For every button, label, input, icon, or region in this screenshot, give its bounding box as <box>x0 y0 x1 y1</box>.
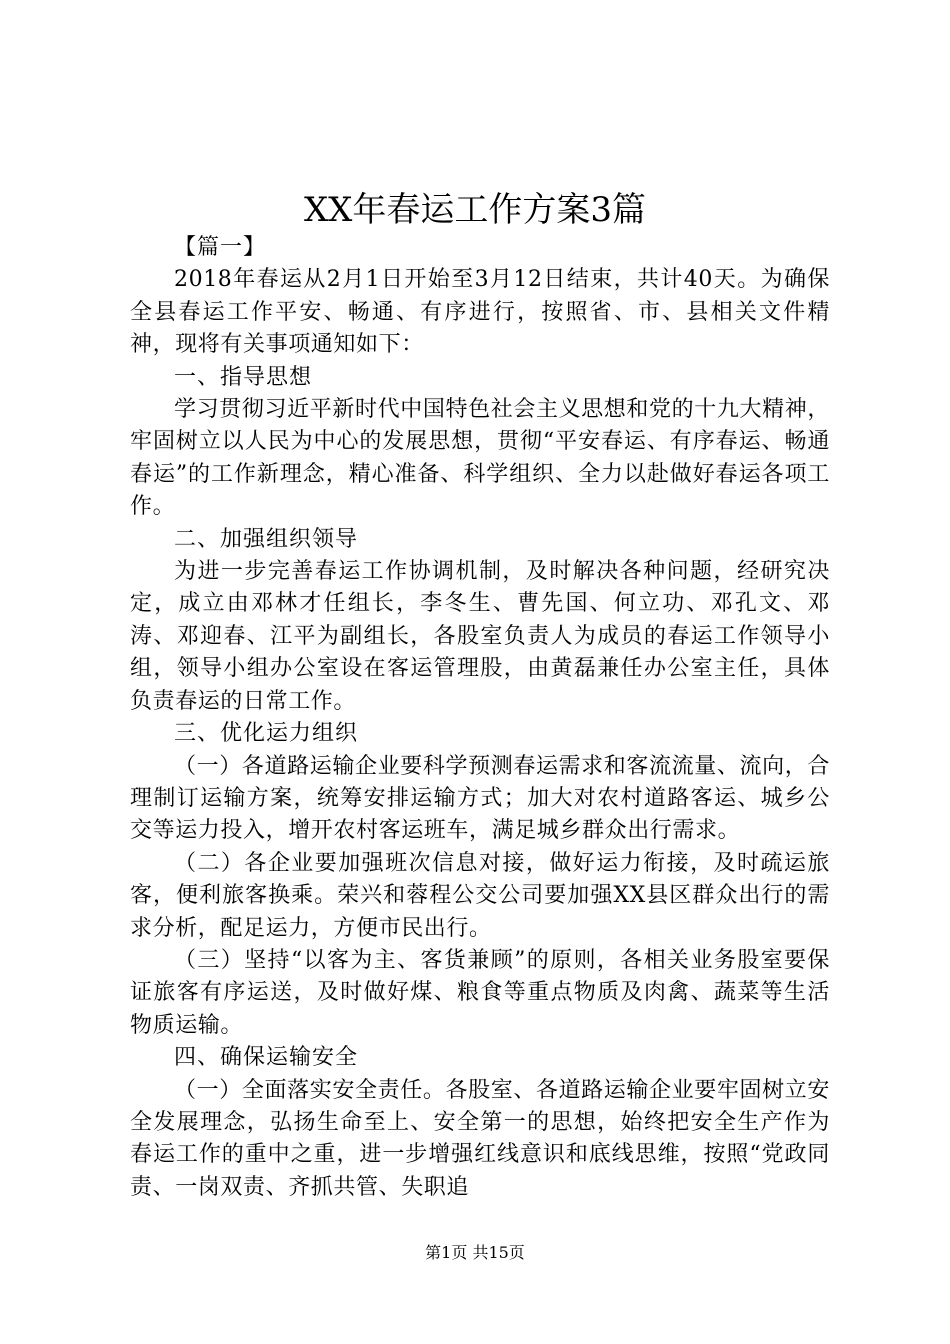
section-label: 【篇一】 <box>174 235 267 260</box>
paragraph: （二）各企业要加强班次信息对接，做好运力衔接，及时疏运旅客，便利旅客换乘。荣兴和蓉程公交公司要加强XX县区群众出行的需求分析，配足运力，方便市民出行。 <box>130 850 830 941</box>
section-heading: 三、优化运力组织 <box>174 721 359 747</box>
paragraph: 2018年春运从2月1日开始至3月12日结束，共计40天。为确保全县春运工作平安、畅通、有序进行，按照省、市、县相关文件精神，现将有关事项通知如下： <box>130 267 830 358</box>
section-heading: 四、确保运输安全 <box>174 1045 359 1071</box>
paragraph: （一）全面落实安全责任。各股室、各道路运输企业要牢固树立安全发展理念，弘扬生命至上、安全第一的思想，始终把安全生产作为春运工作的重中之重，进一步增强红线意识和底线思维，按照“党政同责、一岗双责、齐抓共管、失职追 <box>130 1077 830 1200</box>
paragraph: （一）各道路运输企业要科学预测春运需求和客流流量、流向，合理制订运输方案，统筹安排运输方式；加大对农村道路客运、城乡公交等运力投入，增开农村客运班车，满足城乡群众出行需求。 <box>130 753 830 844</box>
paragraph: 为进一步完善春运工作协调机制，及时解决各种问题，经研究决定，成立由邓林才任组长，李冬生、曹先国、何立功、邓孔文、邓涛、邓迎春、江平为副组长，各股室负责人为成员的春运工作领导小组，领导小组办公室设在客运管理股，由黄磊兼任办公室主任，具体负责春运的日常工作。 <box>130 559 830 714</box>
paragraph: （三）坚持“以客为主、客货兼顾”的原则，各相关业务股室要保证旅客有序运送，及时做好煤、粮食等重点物质及肉禽、蔬菜等生活物质运输。 <box>130 947 830 1038</box>
document-title: XX年春运工作方案3篇 <box>303 190 647 230</box>
section-heading: 一、指导思想 <box>174 364 313 390</box>
page-footer: 第1页 共15页 <box>425 1243 525 1262</box>
paragraph: 学习贯彻习近平新时代中国特色社会主义思想和党的十九大精神，牢固树立以人民为中心的发展思想，贯彻“平安春运、有序春运、畅通春运”的工作新理念，精心准备、科学组织、全力以赴做好春运各项工作。 <box>130 397 830 520</box>
section-heading: 二、加强组织领导 <box>174 526 359 552</box>
document-body <box>130 232 830 1204</box>
